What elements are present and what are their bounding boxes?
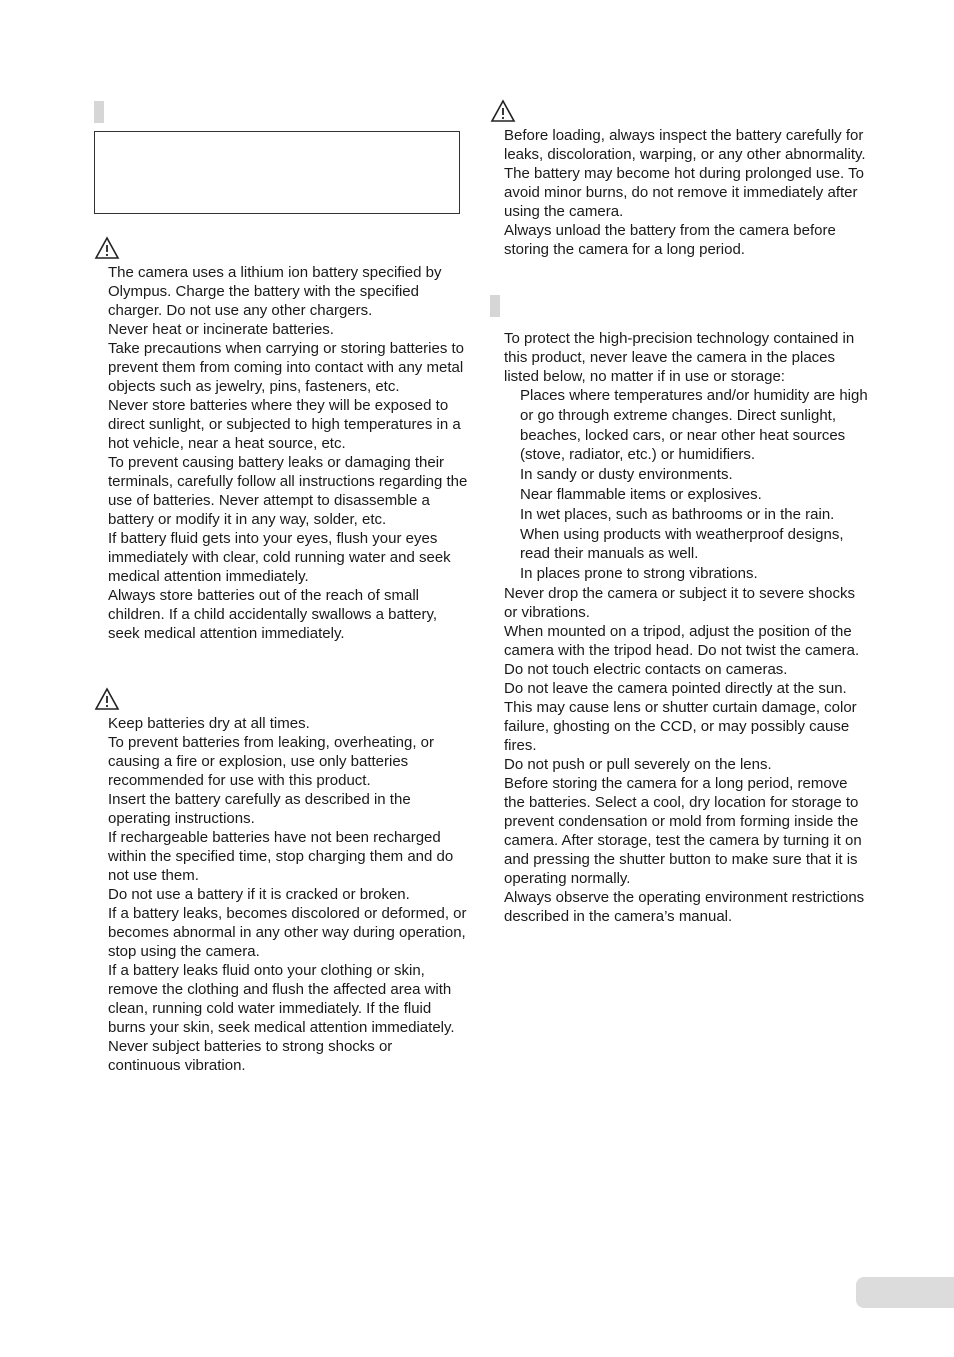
environment-places — [504, 386, 868, 584]
handling-item: When mounted on a tripod, adjust the position of the camera with the tripod head. Do not twist the camera. — [504, 622, 860, 659]
danger-item: The camera uses a lithium ion battery specified by Olympus. Charge the battery with the specified charger. Do not use any other chargers. — [108, 264, 442, 319]
section-marker-right — [490, 295, 500, 317]
warning-item: To prevent batteries from leaking, overheating, or causing a fire or explosion, use only batteries recommended for use with this product. — [108, 734, 435, 789]
handling-item: Do not touch electric contacts on cameras. — [504, 660, 788, 678]
warning-item: Insert the battery carefully as described in the operating instructions. — [108, 791, 411, 827]
environment-place: Places where temperatures and/or humidity are high or go through extreme changes. Direct sunlight, beaches, locked cars, or near other heat sources (stove, radiator, etc.) or humidifiers. — [520, 387, 868, 464]
danger-item: Never store batteries where they will be exposed to direct sunlight, or subjected to high temperatures in a hot vehicle, near a heat source, etc. — [108, 397, 461, 452]
environment-place: In places prone to strong vibrations. — [520, 565, 758, 583]
boxed-note — [94, 131, 460, 214]
danger-warning-icon — [94, 236, 120, 260]
handling-item: Never drop the camera or subject it to severe shocks or vibrations. — [504, 584, 855, 621]
danger-list — [108, 263, 468, 643]
page-number-tab — [856, 1277, 954, 1308]
warning-list — [108, 714, 468, 1075]
warning-item: If a battery leaks fluid onto your clothing or skin, remove the clothing and flush the affected area with clean, running cold water immediately. If the fluid burns your skin, seek medical attention immediately. — [108, 962, 455, 1036]
environment-place: In sandy or dusty environments. — [520, 466, 733, 484]
danger-item: Take precautions when carrying or storing batteries to prevent them from coming into contact with any metal objects such as jewelry, pins, fasteners, etc. — [108, 340, 465, 395]
handling-item: Do not push or pull severely on the lens. — [504, 755, 772, 773]
danger-item: If battery fluid gets into your eyes, flush your eyes immediately with clear, cold running water and seek medical attention immediately. — [108, 530, 451, 585]
caution-item: The battery may become hot during prolonged use. To avoid minor burns, do not remove it immediately after using the camera. — [504, 165, 864, 220]
warning-item: Do not use a battery if it is cracked or broken. — [108, 886, 410, 903]
warning-item: If a battery leaks, becomes discolored or deformed, or becomes abnormal in any other way during operation, stop using the camera. — [108, 905, 467, 960]
caution-icon — [490, 99, 516, 123]
warning-item: Keep batteries dry at all times. — [108, 715, 310, 732]
caution-item: Before loading, always inspect the battery carefully for leaks, discoloration, warping, or any other abnormality. — [504, 127, 866, 163]
handling-item: Always observe the operating environment restrictions described in the camera’s manual. — [504, 888, 865, 925]
caution-list — [504, 126, 868, 259]
environment-place: In wet places, such as bathrooms or in the rain. When using products with weatherproof designs, read their manuals as well. — [520, 505, 844, 563]
danger-item: Never heat or incinerate batteries. — [108, 321, 334, 338]
danger-item: To prevent causing battery leaks or damaging their terminals, carefully follow all instructions regarding the use of batteries. Never attempt to disassemble a battery or modify it in any way, solder, etc. — [108, 454, 468, 528]
environment-place: Near flammable items or explosives. — [520, 485, 762, 503]
warning-item: Never subject batteries to strong shocks or continuous vibration. — [108, 1038, 393, 1074]
danger-item: Always store batteries out of the reach of small children. If a child accidentally swallows a battery, seek medical attention immediately. — [108, 587, 438, 642]
warning-item: If rechargeable batteries have not been recharged within the specified time, stop charging them and do not use them. — [108, 829, 454, 884]
handling-item: Do not leave the camera pointed directly at the sun. This may cause lens or shutter curtain damage, color failure, ghosting on the CCD, or may possibly cause fires. — [504, 679, 857, 754]
warning-icon — [94, 687, 120, 711]
handling-item: Before storing the camera for a long period, remove the batteries. Select a cool, dry location for storage to prevent condensation or mold from forming inside the camera. After storage, test the camera by turning it on and pressing the shutter button to make sure that it is operating normally. — [504, 774, 862, 887]
environment-intro: To protect the high-precision technology contained in this product, never leave the camera in the places listed below, no matter if in use or storage: — [504, 330, 855, 385]
environment-section — [504, 329, 868, 926]
section-marker-left — [94, 101, 104, 123]
caution-item: Always unload the battery from the camera before storing the camera for a long period. — [504, 222, 836, 258]
